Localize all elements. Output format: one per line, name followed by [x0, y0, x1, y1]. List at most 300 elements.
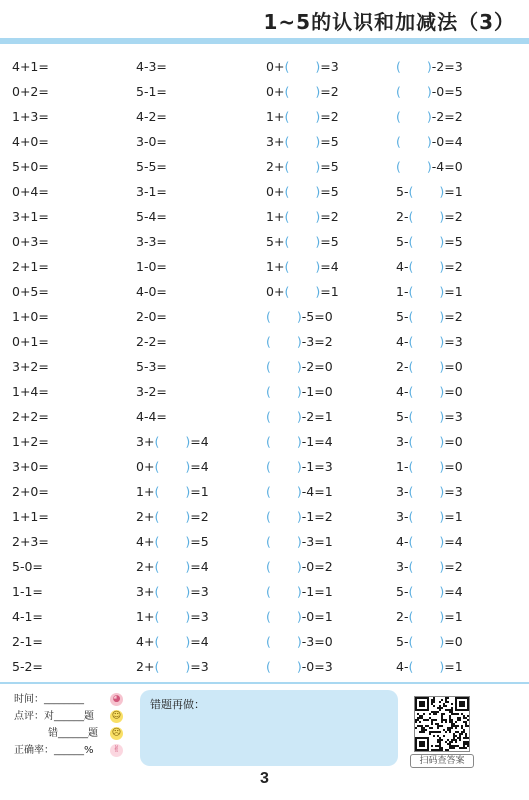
- exercise-text-before: 4+: [136, 634, 155, 649]
- exercise-text-before: 4-2=: [136, 109, 167, 124]
- exercise-row: [0, 179, 529, 204]
- exercise-row: [0, 354, 529, 379]
- exercise-text-after: -2=0: [301, 359, 333, 374]
- exercise-text-after: =4: [444, 534, 463, 549]
- exercise-item: [12, 354, 49, 379]
- exercise-text-before: 3+: [136, 584, 155, 599]
- answer-blank[interactable]: ( ): [266, 434, 302, 449]
- exercise-text-before: 4-4=: [136, 409, 167, 424]
- answer-blank[interactable]: ( ): [154, 459, 191, 474]
- exercise-row: [0, 629, 529, 654]
- answer-blank[interactable]: ( ): [266, 509, 302, 524]
- answer-blank[interactable]: ( ): [266, 609, 302, 624]
- exercise-item: [266, 229, 339, 254]
- exercise-text-after: =3: [444, 484, 463, 499]
- exercise-text-before: 1+: [136, 484, 155, 499]
- answer-blank[interactable]: ( ): [154, 509, 191, 524]
- answer-blank[interactable]: ( ): [284, 184, 321, 199]
- exercise-text-before: 1-1=: [12, 584, 43, 599]
- exercise-item: [12, 554, 43, 579]
- exercise-text-after: =0: [444, 459, 463, 474]
- exercise-text-before: 1-: [396, 284, 409, 299]
- exercise-text-after: -5=0: [301, 309, 333, 324]
- exercise-item: [266, 404, 333, 429]
- sad-face-icon: ☹: [111, 728, 122, 738]
- answer-blank[interactable]: ( ): [266, 634, 302, 649]
- answer-blank[interactable]: ( ): [408, 434, 445, 449]
- answer-blank[interactable]: ( ): [396, 59, 432, 74]
- exercise-row: [0, 304, 529, 329]
- answer-blank[interactable]: ( ): [408, 234, 445, 249]
- exercise-text-before: 4-: [396, 534, 409, 549]
- exercise-item: [136, 404, 167, 429]
- exercise-item: [266, 629, 333, 654]
- exercise-text-after: =1: [444, 509, 463, 524]
- exercise-text-before: 4-: [396, 384, 409, 399]
- answer-blank[interactable]: ( ): [408, 634, 445, 649]
- exercise-text-before: 5-0=: [12, 559, 43, 574]
- exercise-row: [0, 404, 529, 429]
- exercise-item: [266, 554, 333, 579]
- answer-blank[interactable]: ( ): [408, 209, 445, 224]
- exercise-text-before: 1-: [396, 459, 409, 474]
- exercise-item: [136, 104, 167, 129]
- exercise-item: [136, 279, 167, 304]
- exercise-text-after: -0=3: [301, 659, 333, 674]
- exercise-item: [266, 254, 339, 279]
- exercise-text-before: 1+: [266, 209, 285, 224]
- exercise-item: [266, 429, 333, 454]
- answer-blank[interactable]: ( ): [408, 384, 445, 399]
- exercise-item: [136, 654, 209, 679]
- answer-blank[interactable]: ( ): [154, 559, 191, 574]
- exercise-text-before: 4-: [396, 334, 409, 349]
- exercise-text-before: 2+: [136, 509, 155, 524]
- title-accent-line: [0, 38, 529, 44]
- exercise-text-after: =1: [444, 284, 463, 299]
- exercise-text-before: 0+5=: [12, 284, 49, 299]
- exercise-item: [396, 154, 463, 179]
- exercise-text-after: =4: [190, 634, 209, 649]
- exercise-text-after: -3=2: [301, 334, 333, 349]
- exercise-text-after: -4=1: [301, 484, 333, 499]
- exercise-item: [136, 129, 167, 154]
- exercise-item: [396, 279, 463, 304]
- exercise-item: [136, 229, 167, 254]
- wrong-line: [14, 726, 134, 742]
- exercise-item: [396, 554, 463, 579]
- answer-blank[interactable]: ( ): [396, 109, 432, 124]
- exercise-text-after: =3: [190, 584, 209, 599]
- exercise-text-after: =3: [190, 659, 209, 674]
- exercise-item: [396, 504, 463, 529]
- exercise-text-before: 0+: [266, 59, 285, 74]
- answer-blank[interactable]: ( ): [396, 134, 432, 149]
- answer-blank[interactable]: ( ): [408, 409, 445, 424]
- redo-box[interactable]: [140, 690, 398, 766]
- time-line: [14, 692, 134, 708]
- exercise-item: [266, 604, 333, 629]
- exercise-text-after: =4: [190, 434, 209, 449]
- answer-blank[interactable]: ( ): [266, 384, 302, 399]
- exercise-text-before: 1+1=: [12, 509, 49, 524]
- answer-blank[interactable]: ( ): [408, 534, 445, 549]
- exercise-text-before: 2-: [396, 359, 409, 374]
- exercise-text-after: =1: [444, 609, 463, 624]
- answer-blank[interactable]: ( ): [284, 134, 321, 149]
- wrong-label: 错______题: [48, 728, 98, 739]
- answer-blank[interactable]: ( ): [408, 609, 445, 624]
- exercise-item: [12, 479, 49, 504]
- exercise-row: [0, 204, 529, 229]
- exercise-item: [12, 54, 49, 79]
- exercise-item: [136, 204, 167, 229]
- qr-label: 扫码查答案: [410, 754, 474, 768]
- exercise-text-before: 5-: [396, 409, 409, 424]
- exercise-item: [396, 229, 463, 254]
- exercise-item: [396, 604, 463, 629]
- exercise-text-after: =4: [190, 559, 209, 574]
- exercise-row: [0, 54, 529, 79]
- answer-blank[interactable]: ( ): [408, 584, 445, 599]
- exercise-text-after: -0=4: [431, 134, 463, 149]
- exercise-text-before: 5-: [396, 634, 409, 649]
- correct-line: [14, 709, 134, 725]
- answer-blank[interactable]: ( ): [408, 484, 445, 499]
- exercise-text-before: 5-: [396, 234, 409, 249]
- exercise-text-after: =3: [444, 334, 463, 349]
- exercise-item: [396, 129, 463, 154]
- redo-label: 错题再做：: [150, 698, 205, 711]
- exercise-item: [136, 304, 167, 329]
- exercise-item: [396, 654, 463, 679]
- exercise-item: [12, 154, 49, 179]
- exercise-text-before: 0+: [266, 184, 285, 199]
- exercise-text-after: =5: [190, 534, 209, 549]
- exercise-item: [396, 429, 463, 454]
- exercise-item: [396, 304, 463, 329]
- answer-blank[interactable]: ( ): [408, 359, 445, 374]
- exercise-row: [0, 154, 529, 179]
- answer-blank[interactable]: ( ): [408, 334, 445, 349]
- answer-blank[interactable]: ( ): [284, 159, 321, 174]
- answer-blank[interactable]: ( ): [154, 434, 191, 449]
- exercise-text-after: =2: [320, 84, 339, 99]
- exercise-row: [0, 254, 529, 279]
- exercise-text-after: =2: [320, 109, 339, 124]
- exercise-item: [136, 604, 209, 629]
- exercise-item: [266, 654, 333, 679]
- exercise-text-after: -3=0: [301, 634, 333, 649]
- exercise-row: [0, 429, 529, 454]
- exercise-item: [266, 54, 339, 79]
- exercise-item: [12, 429, 49, 454]
- correct-label: 点评：对______题: [14, 711, 94, 722]
- exercise-row: [0, 79, 529, 104]
- exercise-text-before: 4-: [396, 259, 409, 274]
- answer-blank[interactable]: ( ): [408, 559, 445, 574]
- exercise-item: [136, 329, 167, 354]
- exercise-item: [136, 54, 167, 79]
- exercise-row: [0, 504, 529, 529]
- exercise-text-before: 1+3=: [12, 109, 49, 124]
- exercise-text-before: 5+: [266, 234, 285, 249]
- page-number: 3: [260, 770, 269, 787]
- answer-blank[interactable]: ( ): [266, 359, 302, 374]
- answer-blank[interactable]: ( ): [284, 284, 321, 299]
- exercise-item: [136, 254, 167, 279]
- answer-blank[interactable]: ( ): [266, 309, 302, 324]
- exercise-item: [12, 654, 43, 679]
- exercise-item: [12, 629, 43, 654]
- exercise-text-after: -4=0: [431, 159, 463, 174]
- exercise-row: [0, 279, 529, 304]
- exercise-text-after: =4: [190, 459, 209, 474]
- exercise-text-before: 5-4=: [136, 209, 167, 224]
- exercise-row: [0, 129, 529, 154]
- exercise-item: [136, 629, 209, 654]
- exercise-text-after: -3=1: [301, 534, 333, 549]
- exercise-item: [12, 329, 49, 354]
- exercise-text-before: 2+2=: [12, 409, 49, 424]
- exercise-text-after: =2: [444, 209, 463, 224]
- score-panel: [14, 692, 134, 760]
- answer-blank[interactable]: ( ): [396, 159, 432, 174]
- exercise-text-after: =5: [320, 184, 339, 199]
- qr-code-icon[interactable]: [414, 696, 470, 752]
- answer-blank[interactable]: ( ): [154, 584, 191, 599]
- exercise-item: [136, 504, 209, 529]
- answer-blank[interactable]: ( ): [154, 634, 191, 649]
- time-label: 时间：________: [14, 694, 84, 705]
- answer-blank[interactable]: ( ): [284, 259, 321, 274]
- exercise-text-after: =5: [320, 234, 339, 249]
- answer-blank[interactable]: ( ): [154, 609, 191, 624]
- exercise-text-after: -0=2: [301, 559, 333, 574]
- exercise-item: [266, 179, 339, 204]
- answer-blank[interactable]: ( ): [154, 484, 191, 499]
- exercise-text-before: 1+: [266, 109, 285, 124]
- answer-blank[interactable]: ( ): [284, 209, 321, 224]
- answer-blank[interactable]: ( ): [284, 234, 321, 249]
- answer-blank[interactable]: ( ): [408, 459, 445, 474]
- exercise-item: [12, 104, 49, 129]
- exercise-row: [0, 654, 529, 679]
- exercise-item: [396, 254, 463, 279]
- exercise-text-before: 5-: [396, 184, 409, 199]
- exercise-text-before: 3-3=: [136, 234, 167, 249]
- exercise-item: [136, 79, 167, 104]
- exercise-row: [0, 229, 529, 254]
- exercise-text-after: =4: [444, 584, 463, 599]
- answer-blank[interactable]: ( ): [396, 84, 432, 99]
- answer-blank[interactable]: ( ): [408, 659, 445, 674]
- pig-icon: ◕: [110, 693, 123, 706]
- exercise-text-before: 2+3=: [12, 534, 49, 549]
- exercise-text-after: =5: [444, 234, 463, 249]
- accuracy-line: [14, 743, 134, 759]
- answer-blank[interactable]: ( ): [266, 484, 302, 499]
- exercise-item: [266, 204, 339, 229]
- answer-blank[interactable]: ( ): [284, 84, 321, 99]
- answer-blank[interactable]: ( ): [408, 309, 445, 324]
- exercise-item: [396, 204, 463, 229]
- exercise-item: [136, 429, 209, 454]
- exercise-text-before: 3-: [396, 434, 409, 449]
- exercise-text-before: 4+0=: [12, 134, 49, 149]
- exercise-text-before: 0+: [136, 459, 155, 474]
- exercise-item: [396, 454, 463, 479]
- exercise-text-before: 5-1=: [136, 84, 167, 99]
- exercise-text-after: =5: [320, 159, 339, 174]
- exercise-text-after: =2: [320, 209, 339, 224]
- exercise-item: [396, 54, 463, 79]
- answer-blank[interactable]: ( ): [266, 559, 302, 574]
- exercise-item: [136, 479, 209, 504]
- exercise-row: [0, 379, 529, 404]
- exercise-text-after: =1: [444, 659, 463, 674]
- exercise-text-before: 0+: [266, 84, 285, 99]
- exercise-item: [266, 579, 333, 604]
- exercise-text-before: 1+4=: [12, 384, 49, 399]
- exercise-item: [12, 404, 49, 429]
- footer-divider: [0, 682, 529, 684]
- answer-blank[interactable]: ( ): [266, 584, 302, 599]
- exercise-text-after: =3: [444, 409, 463, 424]
- exercise-text-after: =3: [190, 609, 209, 624]
- exercise-item: [396, 354, 463, 379]
- exercise-text-before: 4-0=: [136, 284, 167, 299]
- exercise-item: [396, 104, 463, 129]
- exercise-item: [12, 454, 49, 479]
- answer-blank[interactable]: ( ): [408, 259, 445, 274]
- exercise-text-after: =2: [444, 259, 463, 274]
- exercise-text-before: 2+: [136, 659, 155, 674]
- exercise-text-before: 3+0=: [12, 459, 49, 474]
- exercise-item: [12, 129, 49, 154]
- exercise-item: [12, 79, 49, 104]
- exercise-text-before: 1+: [136, 609, 155, 624]
- exercise-text-after: =0: [444, 359, 463, 374]
- answer-blank[interactable]: ( ): [408, 509, 445, 524]
- exercise-item: [396, 479, 463, 504]
- exercise-row: [0, 579, 529, 604]
- exercise-item: [396, 629, 463, 654]
- exercise-text-before: 3-1=: [136, 184, 167, 199]
- exercise-item: [266, 129, 339, 154]
- answer-blank[interactable]: ( ): [266, 334, 302, 349]
- exercise-text-after: -0=5: [431, 84, 463, 99]
- exercise-row: [0, 454, 529, 479]
- exercise-text-after: -2=3: [431, 59, 463, 74]
- exercise-item: [12, 604, 43, 629]
- thumbs-up-icon: ✌: [110, 744, 123, 757]
- exercise-text-after: -1=0: [301, 384, 333, 399]
- exercise-text-after: =1: [444, 184, 463, 199]
- exercise-text-before: 1+2=: [12, 434, 49, 449]
- exercise-text-after: =4: [320, 259, 339, 274]
- exercise-item: [396, 79, 463, 104]
- exercise-text-before: 1-0=: [136, 259, 167, 274]
- exercise-item: [266, 454, 333, 479]
- answer-blank[interactable]: ( ): [284, 109, 321, 124]
- answer-blank[interactable]: ( ): [408, 184, 445, 199]
- exercise-text-before: 3-2=: [136, 384, 167, 399]
- exercise-text-before: 2+0=: [12, 484, 49, 499]
- exercise-text-after: =0: [444, 384, 463, 399]
- exercise-text-before: 3+1=: [12, 209, 49, 224]
- exercise-text-before: 5-: [396, 309, 409, 324]
- exercise-text-after: =2: [444, 309, 463, 324]
- answer-blank[interactable]: ( ): [154, 659, 191, 674]
- exercise-item: [266, 329, 333, 354]
- exercise-text-before: 4-3=: [136, 59, 167, 74]
- exercise-text-after: =0: [444, 434, 463, 449]
- exercise-text-before: 3-: [396, 559, 409, 574]
- answer-blank[interactable]: ( ): [408, 284, 445, 299]
- answer-blank[interactable]: ( ): [266, 459, 302, 474]
- exercise-text-before: 3+2=: [12, 359, 49, 374]
- answer-blank[interactable]: ( ): [266, 534, 302, 549]
- exercise-text-before: 3-0=: [136, 134, 167, 149]
- exercise-text-before: 4-1=: [12, 609, 43, 624]
- exercise-item: [136, 529, 209, 554]
- exercise-text-after: =3: [320, 59, 339, 74]
- exercise-item: [266, 379, 333, 404]
- exercise-item: [396, 329, 463, 354]
- exercise-item: [266, 304, 333, 329]
- exercise-text-before: 1+0=: [12, 309, 49, 324]
- exercise-text-after: -1=2: [301, 509, 333, 524]
- exercise-item: [396, 529, 463, 554]
- exercise-text-before: 5+0=: [12, 159, 49, 174]
- exercise-text-before: 2+: [136, 559, 155, 574]
- exercise-item: [266, 354, 333, 379]
- answer-blank[interactable]: ( ): [266, 659, 302, 674]
- answer-blank[interactable]: ( ): [154, 534, 191, 549]
- exercise-item: [266, 279, 339, 304]
- exercise-text-after: =2: [444, 559, 463, 574]
- exercise-item: [136, 154, 167, 179]
- exercise-row: [0, 329, 529, 354]
- exercise-text-after: =2: [190, 509, 209, 524]
- exercise-text-before: 0+2=: [12, 84, 49, 99]
- exercise-text-before: 5-3=: [136, 359, 167, 374]
- exercise-text-before: 5-2=: [12, 659, 43, 674]
- answer-blank[interactable]: ( ): [284, 59, 321, 74]
- exercise-text-after: =1: [190, 484, 209, 499]
- exercise-item: [136, 454, 209, 479]
- exercise-item: [396, 179, 463, 204]
- exercise-text-before: 3+: [136, 434, 155, 449]
- exercise-text-before: 3-: [396, 484, 409, 499]
- exercise-item: [12, 379, 49, 404]
- exercise-text-before: 0+: [266, 284, 285, 299]
- accuracy-label: 正确率：______%: [14, 745, 94, 756]
- exercise-text-before: 0+1=: [12, 334, 49, 349]
- exercise-text-after: =5: [320, 134, 339, 149]
- answer-blank[interactable]: ( ): [266, 409, 302, 424]
- exercise-text-before: 4+: [136, 534, 155, 549]
- exercise-text-after: =1: [320, 284, 339, 299]
- exercise-text-after: =0: [444, 634, 463, 649]
- exercise-text-before: 2-0=: [136, 309, 167, 324]
- exercise-text-after: -1=1: [301, 584, 333, 599]
- exercise-item: [12, 229, 49, 254]
- smile-icon: ☺: [111, 711, 122, 721]
- exercise-item: [136, 354, 167, 379]
- exercise-text-before: 0+3=: [12, 234, 49, 249]
